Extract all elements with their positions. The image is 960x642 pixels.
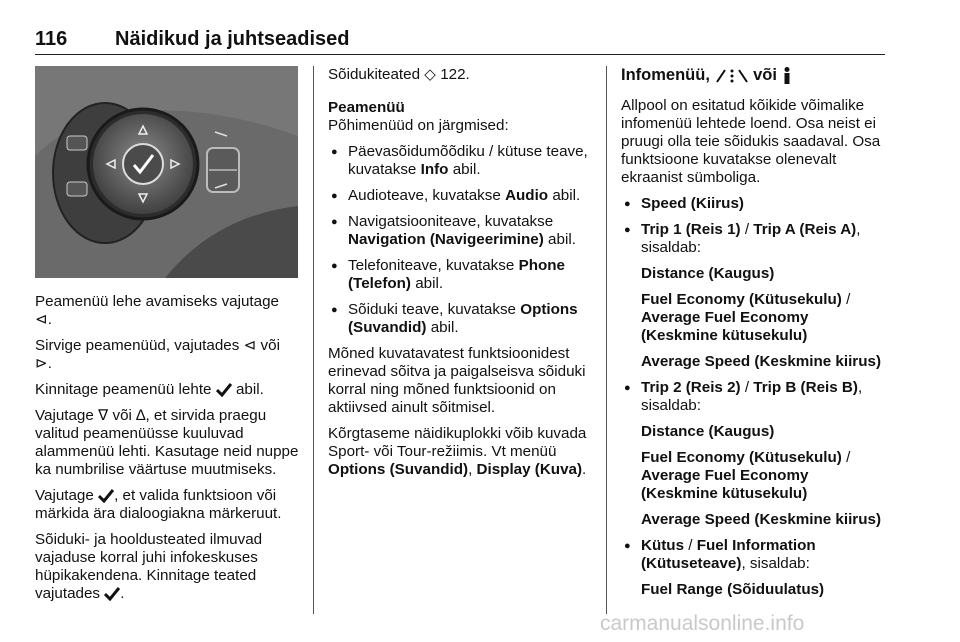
paragraph <box>328 66 594 84</box>
text: Trip A (Reis A) <box>753 220 857 238</box>
text: Average Fuel Economy (Keskmine kütusekulu) <box>641 308 809 344</box>
text: , <box>468 461 473 478</box>
sub-item: Average Speed (Keskmine kiirus) <box>641 352 882 370</box>
text: Sõidukiteated <box>328 66 421 83</box>
text: / <box>846 448 851 466</box>
text: või <box>753 66 777 84</box>
text: Vajutage <box>35 407 94 424</box>
sub-item: Distance (Kaugus) <box>641 264 775 282</box>
page-number: 116 <box>35 28 68 50</box>
page-title: Näidikud ja juhtseadised <box>115 28 350 50</box>
text: Päevasõidumõõdiku / kütuse teave, kuvatakse <box>348 143 588 178</box>
text: või <box>260 337 280 354</box>
text: Sõiduki teave, kuvatakse <box>348 301 517 318</box>
text: või <box>112 407 132 424</box>
column-2 <box>328 66 594 487</box>
text: Fuel Economy (Kütusekulu) <box>641 290 842 308</box>
section-heading <box>621 66 889 85</box>
text: Fuel Economy (Kütusekulu) <box>641 448 842 466</box>
text: . <box>582 461 587 478</box>
text: / <box>846 290 851 308</box>
text: Kütus <box>641 536 685 554</box>
text: abil. <box>415 275 444 292</box>
arrow-down-icon: ∇ <box>98 407 109 424</box>
paragraph: Allpool on esitatud kõikide võimalike infomenüü lehtede loend. Osa neist ei pruugi olla teie sõidukis saadaval. Osa funktsioone kuvatakse olenevalt ekraanist sümboliga. <box>621 96 881 186</box>
column-divider <box>606 66 607 614</box>
text: Average Fuel Economy (Keskmine kütusekulu) <box>641 466 809 502</box>
list-item <box>621 537 889 573</box>
menu-name: Display (Kuva) <box>476 461 583 478</box>
text: Trip 1 (Reis 1) <box>641 220 741 238</box>
paragraph <box>35 531 300 603</box>
page-header <box>35 28 885 54</box>
text: Audioteave, kuvatakse <box>348 187 501 204</box>
list-item <box>621 379 889 415</box>
text: Navigatsiooniteave, kuvatakse <box>348 213 554 230</box>
arrow-right-icon: ⊳ <box>35 355 48 372</box>
steering-wheel-controls-illustration <box>35 66 298 278</box>
text: abil. <box>548 231 576 248</box>
arrow-left-icon: ⊲ <box>243 337 257 354</box>
info-icon <box>782 67 792 85</box>
reference-arrow-icon: ◇ <box>424 66 436 83</box>
sub-item <box>621 449 889 503</box>
text: sisaldab: <box>641 396 701 414</box>
text: Peamenüü lehe avamiseks vajutage <box>35 293 279 310</box>
text: Sõiduki- ja hooldusteated ilmuvad vajaduse korral juhi infokeskuses hüpikakendena. Kinnitage teated vajutades <box>35 531 263 602</box>
text: , <box>856 220 861 238</box>
list-item <box>328 187 594 205</box>
header-rule <box>35 54 885 55</box>
text: , <box>857 378 863 396</box>
text: . <box>120 585 125 602</box>
paragraph <box>35 407 300 479</box>
sub-item: Distance (Kaugus) <box>641 422 775 440</box>
paragraph <box>35 487 300 523</box>
sub-item <box>621 291 889 345</box>
column-divider <box>313 66 314 614</box>
text: Infomenüü, <box>621 66 710 84</box>
menu-name: Navigation (Navigeerimine) <box>348 231 544 248</box>
text: Telefoniteave, kuvatakse <box>348 257 515 274</box>
text: sisaldab: <box>641 238 701 256</box>
text: / <box>744 220 750 238</box>
text: / <box>688 536 693 554</box>
text: Trip 2 (Reis 2) <box>641 378 741 396</box>
text: Vajutage <box>35 487 94 504</box>
steering-wheel-figure <box>35 66 298 278</box>
info-page-symbols-icon <box>715 68 749 84</box>
text: Sirvige peamenüüd, vajutades <box>35 337 240 354</box>
text: abil. <box>430 319 459 336</box>
text: Kinnitage peamenüü lehte <box>35 381 212 398</box>
text: abil. <box>235 381 264 398</box>
watermark: carmanualsonline.info <box>600 612 805 635</box>
paragraph <box>35 381 300 399</box>
list-item <box>328 143 594 179</box>
paragraph: Mõned kuvatavatest funktsioonidest erinevad sõitva ja paigalseisva sõiduki korral ning mõned funktsioonid on aktiivsed ainult sõitmisel. <box>328 345 586 416</box>
text: Trip B (Reis B) <box>753 378 858 396</box>
text: abil. <box>452 161 481 178</box>
text: , et sirvida praegu valitud peamenüüsse kuuluvad alammenüü lehti. Kasutage neid nuppe ka numbrilise väärtuse muutmiseks. <box>35 407 299 478</box>
paragraph: Põhimenüüd on järgmised: <box>328 117 509 134</box>
sub-item: Average Speed (Keskmine kiirus) <box>641 510 882 528</box>
paragraph <box>35 293 300 329</box>
menu-name: Options (Suvandid) <box>348 301 578 336</box>
menu-name: Options (Suvandid) <box>328 461 469 478</box>
text: , sisaldab: <box>741 554 810 572</box>
menu-name: Audio <box>505 187 549 204</box>
checkmark-icon <box>98 489 114 503</box>
arrow-left-icon: ⊲ <box>35 311 48 328</box>
section-heading: Peamenüü <box>328 99 405 116</box>
text: / <box>744 378 750 396</box>
text: Fuel Information (Kütuseteave) <box>641 536 816 572</box>
text: Kõrgtaseme näidikuplokki võib kuvada Sport- või Tour-režiimis. Vt menüü <box>328 425 587 460</box>
list-item <box>328 257 594 293</box>
checkmark-icon <box>104 587 120 601</box>
text: abil. <box>552 187 581 204</box>
text: . <box>47 311 52 328</box>
column-3 <box>621 66 889 607</box>
paragraph <box>328 425 594 479</box>
list-item <box>328 213 594 249</box>
list-item <box>328 301 594 337</box>
list-item <box>621 221 889 257</box>
sub-item: Fuel Range (Sõiduulatus) <box>641 580 825 598</box>
paragraph <box>35 337 300 373</box>
page-reference[interactable]: 122. <box>440 66 470 83</box>
menu-name: Phone (Telefon) <box>348 257 565 292</box>
checkmark-icon <box>216 383 232 397</box>
column-1 <box>35 293 300 611</box>
list-item: ● Speed (Kiirus) <box>621 195 889 213</box>
text: . <box>47 355 52 372</box>
text: , et valida funktsioon või märkida ära dialoogiakna märkeruut. <box>35 487 282 522</box>
arrow-up-icon: ∆ <box>136 407 146 424</box>
menu-name: Info <box>420 161 449 178</box>
